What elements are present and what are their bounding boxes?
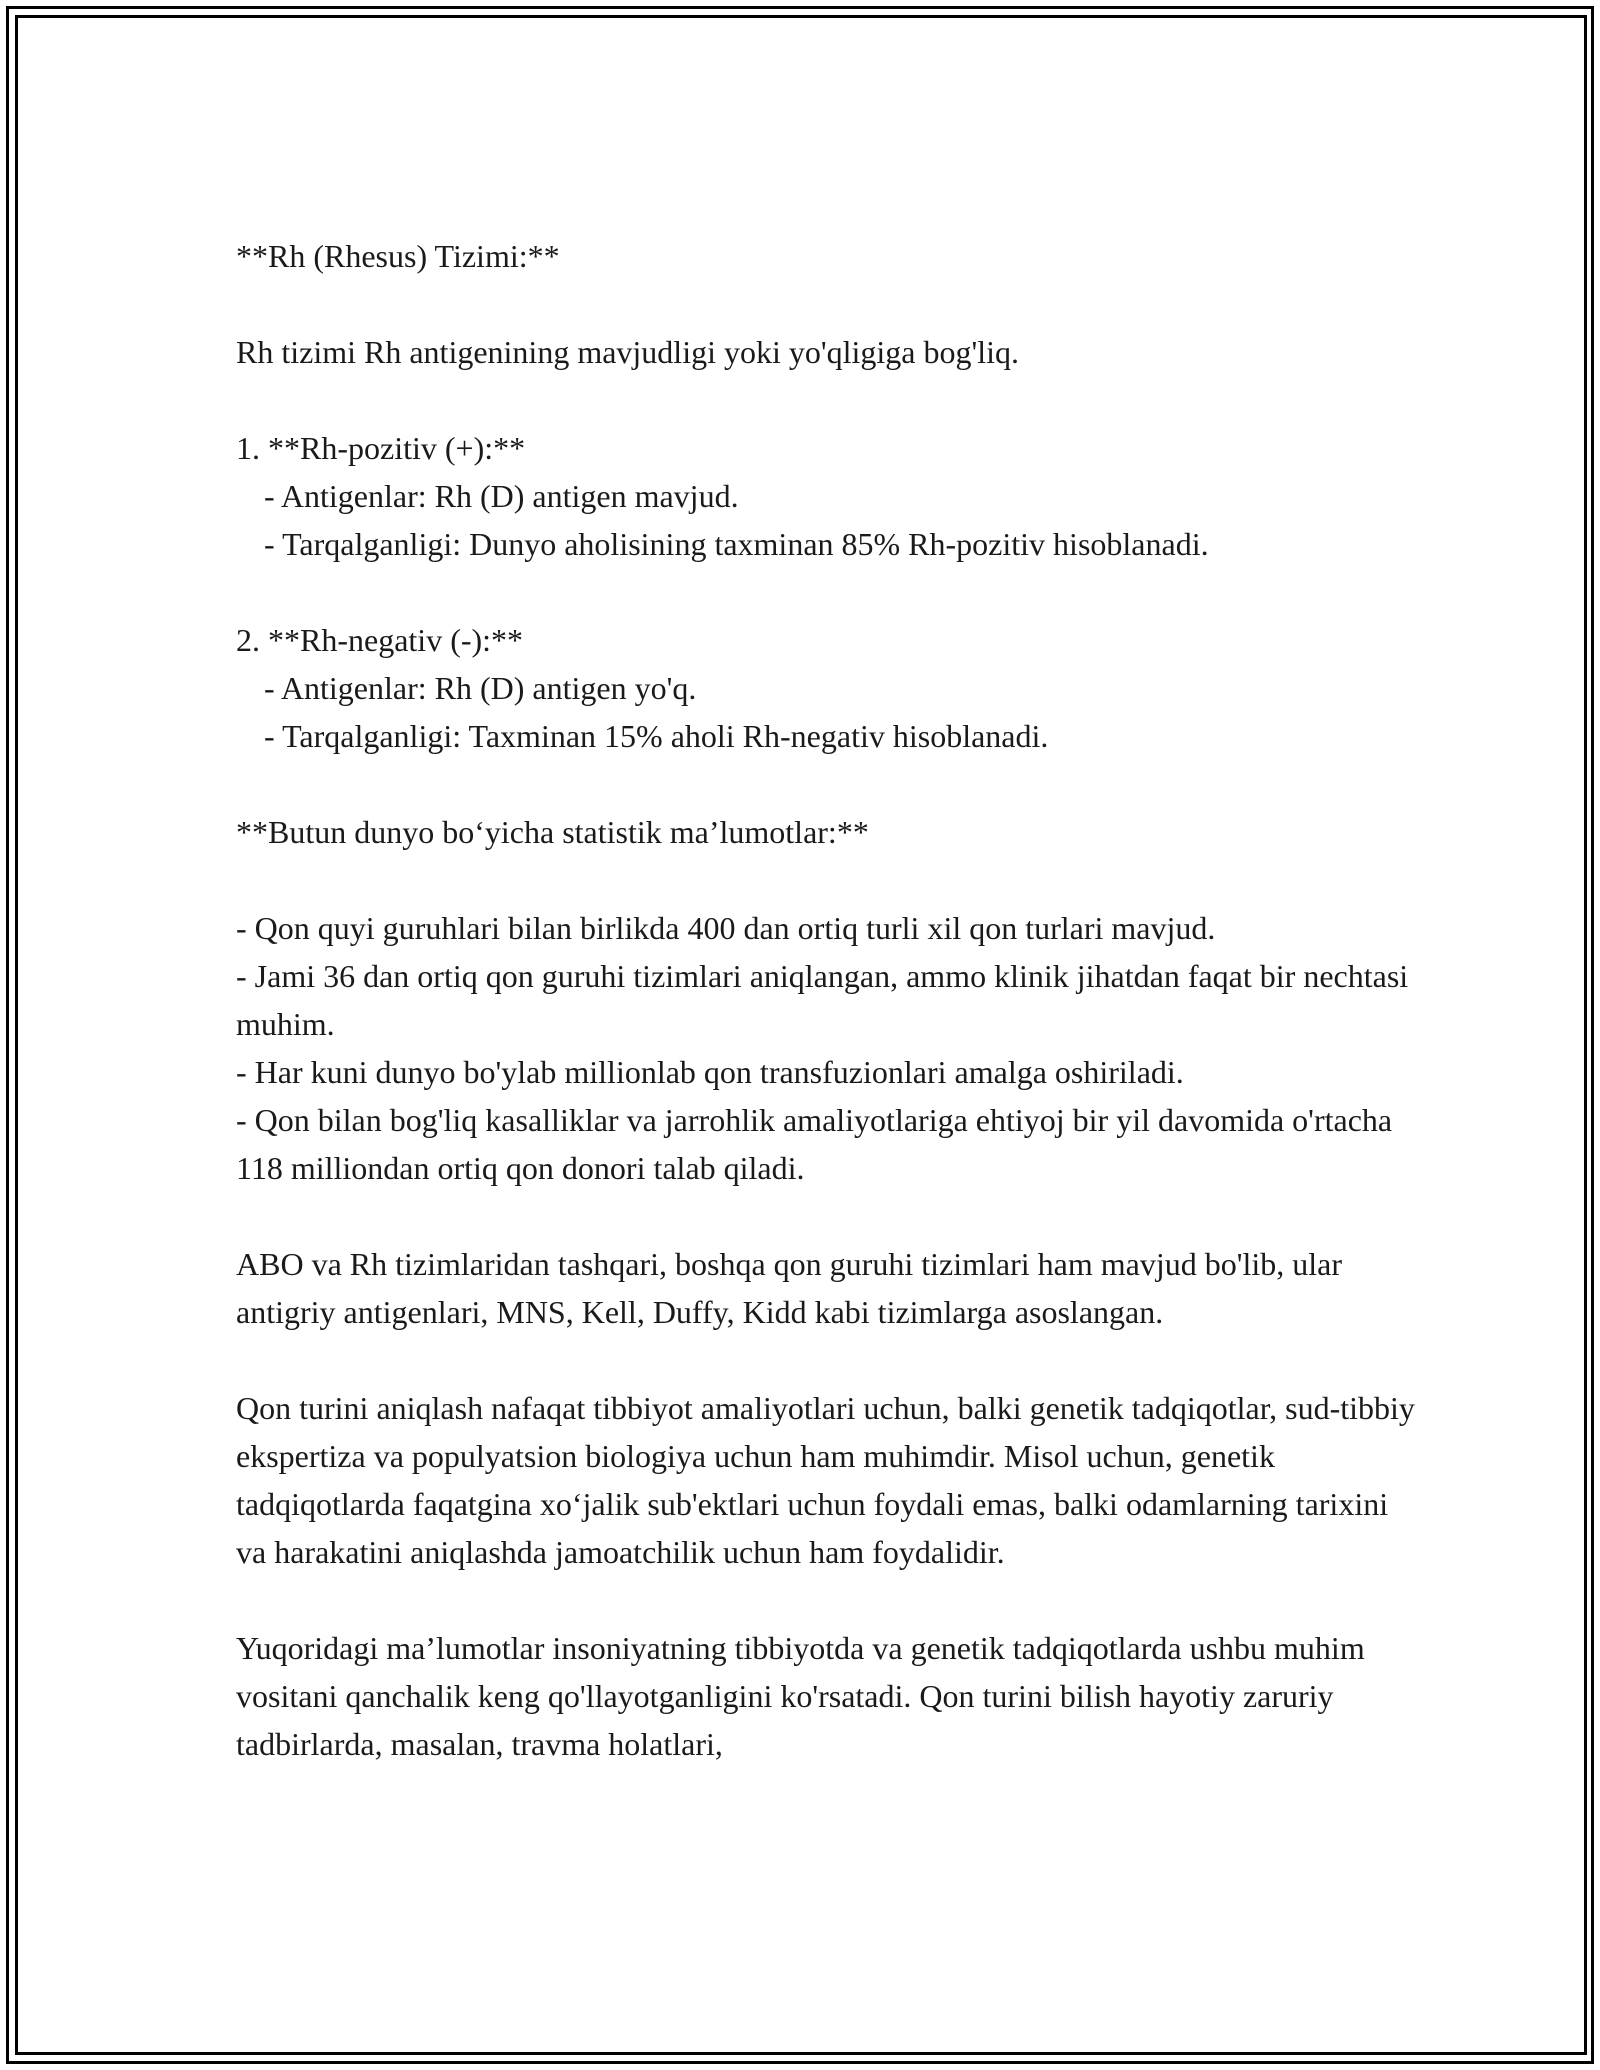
list-item: - Qon quyi guruhlari bilan birlikda 400 dan ortiq turli xil qon turlari mavjud. bbox=[236, 910, 1216, 946]
list-item: - Qon bilan bog'liq kasalliklar va jarrohlik amaliyotlariga ehtiyoj bir yil davomida o'rtacha 118 milliondan ortiq qon donori talab qiladi. bbox=[236, 1102, 1393, 1186]
paragraph-other-systems: ABO va Rh tizimlaridan tashqari, boshqa qon guruhi tizimlari ham mavjud bo'lib, ular antigriy antigenlari, MNS, Kell, Duffy, Kidd kabi tizimlarga asoslangan. bbox=[236, 1246, 1342, 1330]
rh-positive-antigens: - Antigenlar: Rh (D) antigen mavjud. bbox=[264, 478, 739, 514]
list-item: - Jami 36 dan ortiq qon guruhi tizimlari aniqlangan, ammo klinik jihatdan faqat bir nechtasi muhim. bbox=[236, 958, 1409, 1042]
rh-negative-prevalence: - Tarqalganligi: Taxminan 15% aholi Rh-negativ hisoblanadi. bbox=[264, 718, 1049, 754]
rh-negative-antigens: - Antigenlar: Rh (D) antigen yo'q. bbox=[264, 670, 697, 706]
rh-positive-prevalence: - Tarqalganligi: Dunyo aholisining taxminan 85% Rh-pozitiv hisoblanadi. bbox=[264, 526, 1209, 562]
rh-negative-title: 2. **Rh-negativ (-):** bbox=[236, 622, 524, 658]
stats-list bbox=[236, 904, 1416, 1192]
rh-positive-item bbox=[236, 424, 1416, 568]
rh-heading: **Rh (Rhesus) Tizimi:** bbox=[236, 238, 560, 274]
rh-negative-item bbox=[236, 616, 1416, 760]
stats-heading: **Butun dunyo bo‘yicha statistik ma’lumotlar:** bbox=[236, 814, 869, 850]
paragraph-importance: Qon turini aniqlash nafaqat tibbiyot amaliyotlari uchun, balki genetik tadqiqotlar, sud-tibbiy ekspertiza va populyatsion biologiya uchun ham muhimdir. Misol uchun, genetik tadqiqotlarda faqatgina xo‘jalik sub'ektlari uchun foydali emas, balki odamlarning tarixini va harakatini aniqlashda jamoatchilik uchun ham foydalidir. bbox=[236, 1390, 1415, 1570]
document-body bbox=[236, 232, 1416, 1768]
list-item: - Har kuni dunyo bo'ylab millionlab qon transfuzionlari amalga oshiriladi. bbox=[236, 1054, 1184, 1090]
rh-positive-title: 1. **Rh-pozitiv (+):** bbox=[236, 430, 526, 466]
rh-intro: Rh tizimi Rh antigenining mavjudligi yoki yo'qligiga bog'liq. bbox=[236, 334, 1020, 370]
paragraph-conclusion: Yuqoridagi ma’lumotlar insoniyatning tibbiyotda va genetik tadqiqotlarda ushbu muhim vositani qanchalik keng qo'llayotganligini ko'rsatadi. Qon turini bilish hayotiy zaruriy tadbirlarda, masalan, travma holatlari, bbox=[236, 1630, 1365, 1762]
